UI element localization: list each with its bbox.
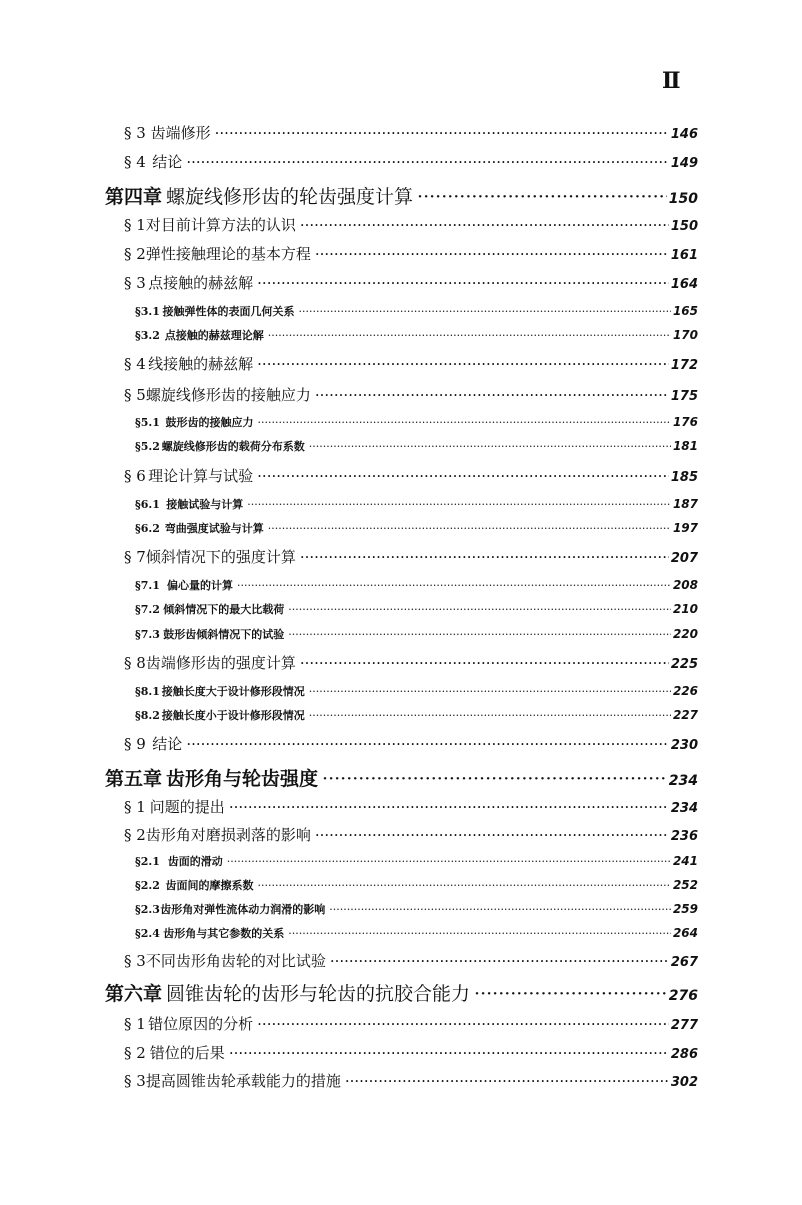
toc-entry-title: 不同齿形角齿轮的对比试验: [145, 952, 326, 970]
toc-section-entry: [124, 122, 698, 143]
toc-entry-number: § 3: [124, 124, 146, 142]
toc-entry-title: 提高圆锥齿轮承载能力的措施: [145, 1072, 341, 1090]
toc-entry-page-number: 170: [672, 328, 698, 342]
toc-entry-title: 弹性接触理论的基本方程: [145, 245, 311, 263]
toc-entry-number: § 1: [124, 1015, 146, 1033]
toc-section-entry: [124, 546, 698, 567]
toc-entry-page-number: 197: [672, 521, 698, 535]
toc-entry-title: 接触试验与计算: [166, 498, 244, 511]
dot-leader: [315, 386, 669, 404]
dot-leader: [288, 628, 671, 641]
toc-entry-page-number: 264: [672, 926, 698, 940]
dot-leader: [257, 467, 669, 485]
toc-entry-number: §8.2: [135, 709, 160, 722]
toc-entry-number: § 3: [124, 1072, 146, 1090]
toc-entry-page-number: 146: [670, 127, 698, 142]
toc-entry-page-number: 267: [670, 955, 698, 970]
toc-section-entry: [124, 796, 698, 817]
dot-leader: [345, 1072, 669, 1090]
toc-entry-page-number: 161: [670, 248, 698, 263]
toc-entry-number: § 4: [124, 153, 146, 171]
toc-entry-page-number: 259: [672, 902, 698, 916]
toc-entry-title: 理论计算与试验: [148, 467, 254, 485]
toc-entry-title: 鼓形齿倾斜情况下的试验: [163, 628, 285, 641]
toc-section-entry: [124, 384, 698, 405]
dot-leader: [257, 355, 669, 373]
dot-leader: [309, 709, 671, 722]
toc-entry-page-number: 220: [672, 627, 698, 641]
toc-entry-page-number: 234: [670, 801, 698, 816]
toc-entry-number: § 2: [124, 826, 146, 844]
toc-entry-number: §2.4: [135, 927, 160, 940]
toc-subsection-entry: [135, 853, 698, 869]
dot-leader: [229, 1044, 669, 1062]
toc-entry-title: 对目前计算方法的认识: [145, 216, 296, 234]
dot-leader: [268, 329, 671, 342]
toc-entry-page-number: 187: [672, 497, 698, 511]
dot-leader: [298, 305, 670, 318]
toc-entry-page-number: 252: [672, 878, 698, 892]
dot-leader: [186, 153, 669, 171]
toc-entry-number: § 6: [124, 467, 146, 485]
toc-entry-number: 第四章: [105, 186, 163, 208]
toc-entry-title: 接触弹性体的表面几何关系: [162, 305, 295, 318]
dot-leader: [258, 879, 671, 892]
toc-entry-title: 螺旋线修形齿的载荷分布系数: [161, 440, 305, 453]
dot-leader: [300, 216, 669, 234]
dot-leader: [309, 685, 671, 698]
toc-entry-title: 齿面的滑动: [167, 855, 223, 868]
toc-entry-number: § 3: [124, 952, 146, 970]
toc-entry-number: § 2: [124, 1044, 146, 1062]
toc-entry-number: §8.1: [135, 685, 160, 698]
toc-entry-number: §6.1: [135, 498, 160, 511]
dot-leader: [258, 416, 671, 429]
toc-entry-title: 接触长度小于设计修形段情况: [161, 709, 305, 722]
toc-entry-page-number: 225: [670, 657, 698, 672]
toc-subsection-entry: [135, 601, 698, 617]
toc-entry-page-number: 181: [672, 439, 698, 453]
toc-subsection-entry: [135, 520, 698, 536]
toc-entry-page-number: 175: [670, 389, 698, 404]
toc-subsection-entry: [135, 683, 698, 699]
toc-subsection-entry: [135, 877, 698, 893]
dot-leader: [300, 654, 669, 672]
dot-leader: [257, 1015, 669, 1033]
dot-leader: [215, 124, 669, 142]
dot-leader: [257, 274, 669, 292]
toc-entry-number: § 7: [124, 548, 146, 566]
toc-entry-number: §3.1: [135, 305, 160, 318]
toc-entry-page-number: 227: [672, 708, 698, 722]
toc-entry-title: 倾斜情况下的强度计算: [145, 548, 296, 566]
toc-section-entry: [124, 272, 698, 293]
toc-entry-number: 第五章: [105, 768, 163, 790]
toc-entry-title: 偏心量的计算: [167, 579, 234, 592]
dot-leader: [247, 498, 671, 511]
toc-entry-title: 错位原因的分析: [148, 1015, 254, 1033]
dot-leader: [315, 245, 669, 263]
toc-entry-number: §2.1: [135, 855, 160, 868]
toc-subsection-entry: [135, 577, 698, 593]
dot-leader: [288, 603, 671, 616]
toc-entry-page-number: 164: [670, 277, 698, 292]
dot-leader: [288, 927, 671, 940]
toc-section-entry: [124, 243, 698, 264]
toc-entry-number: §3.2: [135, 329, 160, 342]
toc-section-entry: [124, 652, 698, 673]
toc-section-entry: [124, 1042, 698, 1063]
dot-leader: [417, 186, 667, 208]
toc-entry-number: § 9: [124, 735, 146, 753]
dot-leader: [322, 768, 667, 790]
toc-entry-number: § 8: [124, 654, 146, 672]
toc-subsection-entry: [135, 626, 698, 642]
toc-entry-number: §7.2: [135, 603, 160, 616]
toc-entry-number: §5.1: [135, 416, 160, 429]
toc-entry-page-number: 230: [670, 738, 698, 753]
toc-entry-title: 错位的后果: [149, 1044, 225, 1062]
toc-entry-title: 结论: [152, 153, 183, 171]
toc-entry-number: § 5: [124, 386, 146, 404]
toc-entry-page-number: 176: [672, 415, 698, 429]
dot-leader: [330, 952, 669, 970]
toc-entry-title: 齿形角对磨损剥落的影响: [145, 826, 311, 844]
toc-subsection-entry: [135, 496, 698, 512]
toc-entry-page-number: 286: [670, 1047, 698, 1062]
toc-subsection-entry: [135, 327, 698, 343]
toc-entry-number: 第六章: [105, 983, 163, 1005]
toc-chapter-entry: [105, 764, 698, 791]
toc-entry-number: §2.3: [135, 903, 160, 916]
toc-subsection-entry: [135, 925, 698, 941]
toc-entry-page-number: 207: [670, 551, 698, 566]
toc-entry-page-number: 165: [672, 304, 698, 318]
toc-entry-number: §7.1: [135, 579, 160, 592]
toc-section-entry: [124, 465, 698, 486]
toc-entry-title: 倾斜情况下的最大比载荷: [163, 603, 285, 616]
toc-chapter-entry: [105, 182, 698, 209]
toc-entry-title: 鼓形齿的接触应力: [165, 416, 254, 429]
dot-leader: [227, 855, 671, 868]
toc-entry-page-number: 236: [670, 829, 698, 844]
dot-leader: [237, 579, 671, 592]
dot-leader: [474, 983, 667, 1005]
toc-entry-title: 接触长度大于设计修形段情况: [161, 685, 305, 698]
toc-entry-number: § 4: [124, 355, 146, 373]
toc-entry-page-number: 226: [672, 684, 698, 698]
toc-section-entry: [124, 353, 698, 374]
toc-entry-title: 螺旋线修形齿的接触应力: [145, 386, 311, 404]
toc-section-entry: [124, 1013, 698, 1034]
toc-entry-page-number: 172: [670, 358, 698, 373]
toc-entry-page-number: 210: [672, 602, 698, 616]
toc-section-entry: [124, 151, 698, 172]
toc-entry-page-number: 149: [670, 156, 698, 171]
toc-entry-title: 螺旋线修形齿的轮齿强度计算: [166, 186, 414, 208]
toc-subsection-entry: [135, 901, 698, 917]
toc-entry-title: 弯曲强度试验与计算: [164, 522, 264, 535]
toc-entry-page-number: 185: [670, 470, 698, 485]
dot-leader: [315, 826, 669, 844]
dot-leader: [329, 903, 671, 916]
toc-entry-number: §5.2: [135, 440, 160, 453]
toc-subsection-entry: [135, 707, 698, 723]
toc-entry-page-number: 208: [672, 578, 698, 592]
dot-leader: [309, 440, 671, 453]
toc-entry-title: 结论: [152, 735, 183, 753]
toc-entry-title: 齿端修形: [150, 124, 211, 142]
toc-entry-page-number: 150: [670, 219, 698, 234]
toc-entry-title: 齿形角对弹性流体动力润滑的影响: [160, 903, 326, 916]
dot-leader: [186, 735, 669, 753]
dot-leader: [268, 522, 671, 535]
toc-entry-title: 线接触的赫兹解: [148, 355, 254, 373]
toc-entry-page-number: 276: [668, 988, 698, 1004]
dot-leader: [300, 548, 669, 566]
page-roman-numeral: Ⅱ: [662, 68, 681, 94]
toc-entry-number: §7.3: [135, 628, 160, 641]
toc-section-entry: [124, 733, 698, 754]
toc-subsection-entry: [135, 438, 698, 454]
toc-entry-number: § 3: [124, 274, 146, 292]
toc-section-entry: [124, 214, 698, 235]
dot-leader: [229, 798, 669, 816]
toc-entry-title: 齿端修形齿的强度计算: [145, 654, 296, 672]
toc-section-entry: [124, 1070, 698, 1091]
toc-subsection-entry: [135, 303, 698, 319]
toc-entry-page-number: 302: [670, 1075, 698, 1090]
toc-entry-number: § 1: [124, 216, 146, 234]
toc-section-entry: [124, 824, 698, 845]
toc-entry-number: §2.2: [135, 879, 160, 892]
toc-entry-number: § 2: [124, 245, 146, 263]
toc-entry-title: 齿形角与轮齿强度: [166, 768, 319, 790]
toc-entry-page-number: 241: [672, 854, 698, 868]
toc-entry-page-number: 150: [668, 191, 698, 207]
toc-entry-title: 问题的提出: [149, 798, 225, 816]
toc-subsection-entry: [135, 414, 698, 430]
toc-chapter-entry: [105, 979, 698, 1006]
toc-entry-page-number: 277: [670, 1018, 698, 1033]
toc-entry-title: 齿形角与其它参数的关系: [163, 927, 285, 940]
toc-entry-title: 点接触的赫兹理论解: [164, 329, 264, 342]
toc-entry-page-number: 234: [668, 773, 698, 789]
toc-entry-title: 点接触的赫兹解: [148, 274, 254, 292]
toc-entry-title: 齿面间的摩擦系数: [165, 879, 254, 892]
toc-entry-number: § 1: [124, 798, 146, 816]
toc-entry-number: §6.2: [135, 522, 160, 535]
toc-section-entry: [124, 950, 698, 971]
toc-entry-title: 圆锥齿轮的齿形与轮齿的抗胶合能力: [166, 983, 471, 1005]
